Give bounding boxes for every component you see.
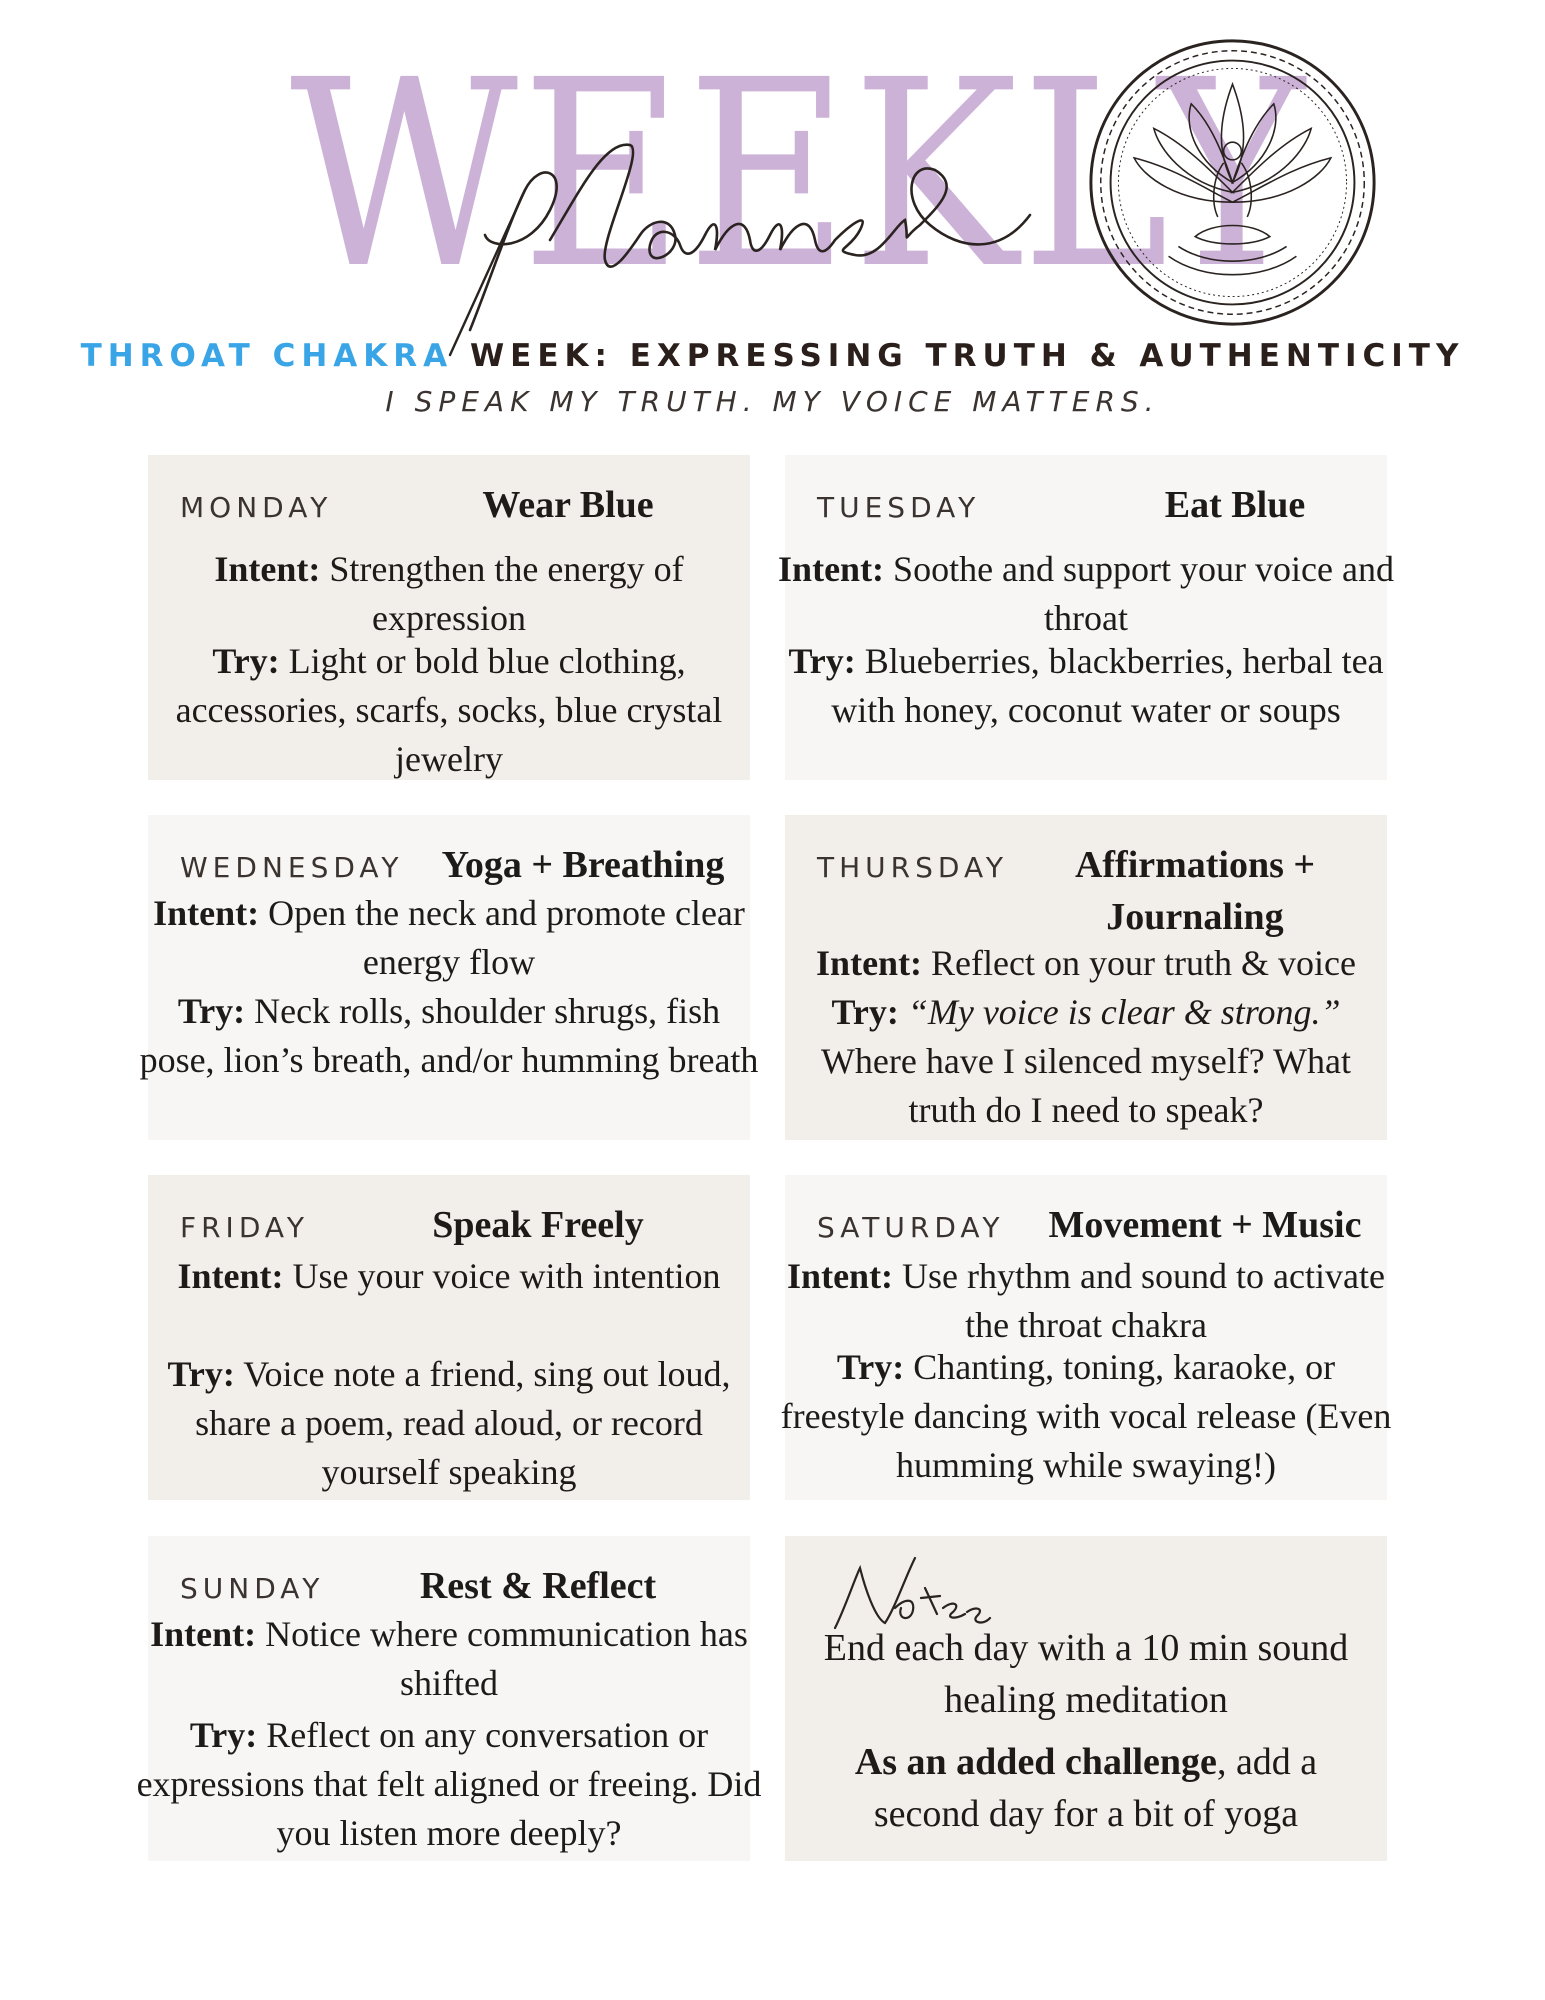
day-label: THURSDAY bbox=[817, 851, 1009, 884]
day-theme: Eat Blue bbox=[1164, 484, 1306, 526]
notes-tip: End each day with a 10 min sound healing meditation bbox=[823, 1627, 1349, 1721]
planner-script-word bbox=[430, 130, 1070, 360]
week-theme: WEEK: EXPRESSING TRUTH & AUTHENTICITY bbox=[453, 338, 1465, 374]
day-theme: Rest & Reflect bbox=[419, 1565, 657, 1607]
lotus-meditation-emblem bbox=[1085, 35, 1380, 330]
week-title bbox=[0, 338, 1545, 374]
day-intent: Intent: Use rhythm and sound to activate the throat chakra bbox=[787, 1256, 1385, 1345]
day-try: Try: Neck rolls, shoulder shrugs, fish pose, lion’s breath, and/or humming breath bbox=[139, 991, 759, 1080]
day-intent: Intent: Strengthen the energy of expression bbox=[214, 549, 684, 638]
day-try: Try: Voice note a friend, sing out loud, share a poem, read aloud, or record yourself speaking bbox=[167, 1354, 731, 1492]
day-intent: Intent: Notice where communication has shifted bbox=[150, 1614, 748, 1703]
day-intent: Intent: Open the neck and promote clear energy flow bbox=[153, 893, 745, 982]
day-label: SUNDAY bbox=[180, 1572, 325, 1605]
day-try: Try: Light or bold blue clothing, accessories, scarfs, socks, blue crystal jewelry bbox=[175, 641, 723, 779]
day-label: WEDNESDAY bbox=[180, 851, 404, 884]
day-theme: Movement + Music bbox=[1048, 1204, 1362, 1246]
week-affirmation: I SPEAK MY TRUTH. MY VOICE MATTERS. bbox=[385, 385, 1160, 418]
day-label: SATURDAY bbox=[817, 1211, 1005, 1244]
day-intent: Intent: Soothe and support your voice and throat bbox=[778, 549, 1394, 638]
day-try: Try: Chanting, toning, karaoke, or freestyle dancing with vocal release (Even humming while swaying!) bbox=[780, 1347, 1392, 1485]
day-try: Try: “My voice is clear & strong.” Where have I silenced myself? What truth do I need to speak? bbox=[820, 992, 1352, 1130]
day-label: FRIDAY bbox=[180, 1211, 309, 1244]
day-card-friday bbox=[148, 1175, 750, 1500]
day-label: MONDAY bbox=[180, 491, 333, 524]
chakra-name: THROAT CHAKRA bbox=[80, 338, 454, 374]
day-intent: Intent: Use your voice with intention bbox=[177, 1256, 721, 1296]
day-try: Try: Reflect on any conversation or expressions that felt aligned or freeing. Did you listen more deeply? bbox=[136, 1715, 762, 1853]
notes-card bbox=[785, 1536, 1387, 1861]
day-card-tuesday bbox=[778, 455, 1394, 780]
day-try: Try: Blueberries, blackberries, herbal tea with honey, coconut water or soups bbox=[788, 641, 1384, 730]
day-theme: Affirmations + Journaling bbox=[1074, 844, 1316, 938]
day-card-sunday bbox=[136, 1536, 762, 1861]
day-label: TUESDAY bbox=[817, 491, 981, 524]
weekly-title: WEEKLY bbox=[290, 25, 1309, 325]
day-theme: Yoga + Breathing bbox=[441, 844, 725, 886]
notes-challenge: As an added challenge, add a second day for a bit of yoga bbox=[854, 1741, 1318, 1835]
day-card-thursday bbox=[785, 815, 1387, 1140]
day-card-saturday bbox=[780, 1175, 1392, 1500]
day-theme: Speak Freely bbox=[432, 1204, 644, 1246]
day-card-wednesday bbox=[139, 815, 759, 1140]
day-card-monday bbox=[148, 455, 750, 780]
day-theme: Wear Blue bbox=[482, 484, 654, 526]
day-intent: Intent: Reflect on your truth & voice bbox=[816, 943, 1356, 983]
